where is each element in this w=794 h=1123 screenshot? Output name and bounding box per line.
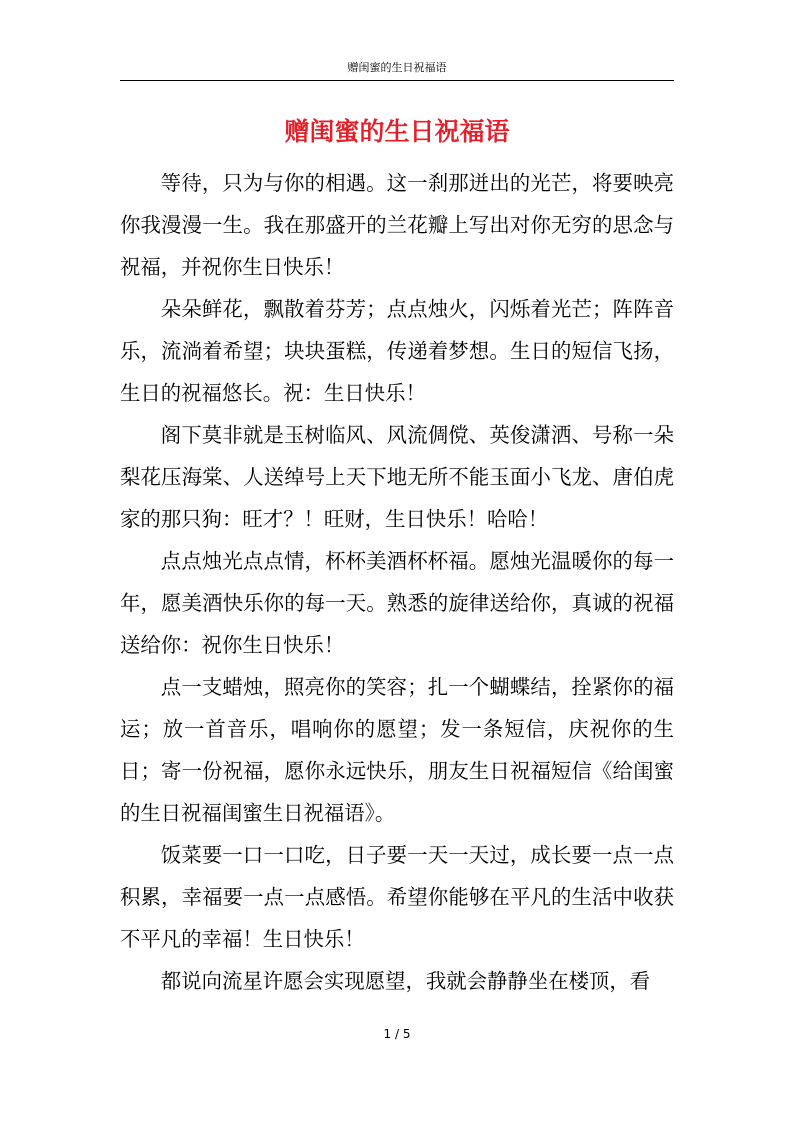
document-body	[120, 162, 674, 1002]
paragraph: 点一支蜡烛，照亮你的笑容；扎一个蝴蝶结，拴紧你的福运；放一首音乐，唱响你的愿望；发一条短信，庆祝你的生日；寄一份祝福，愿你永远快乐，朋友生日祝福短信《给闺蜜的生日祝福闺蜜生日祝福语》。	[120, 675, 674, 825]
paragraph: 朵朵鲜花，飘散着芬芳；点点烛火，闪烁着光芒；阵阵音乐，流淌着希望；块块蛋糕，传递着梦想。生日的短信飞扬，生日的祝福悠长。祝：生日快乐！	[120, 297, 674, 405]
document-title: 赠闺蜜的生日祝福语	[284, 117, 510, 146]
paragraph: 阁下莫非就是玉树临风、风流倜傥、英俊潇洒、号称一朵梨花压海棠、人送绰号上天下地无所不能玉面小飞龙、唐伯虎家的那只狗：旺才？！旺财，生日快乐！哈哈！	[120, 423, 674, 531]
paragraph: 点点烛光点点情，杯杯美酒杯杯福。愿烛光温暖你的每一年，愿美酒快乐你的每一天。熟悉的旋律送给你，真诚的祝福送给你：祝你生日快乐！	[120, 549, 674, 657]
page-number: 1 / 5	[383, 1027, 411, 1041]
header-divider	[120, 80, 674, 81]
paragraph: 饭菜要一口一口吃，日子要一天一天过，成长要一点一点积累，幸福要一点一点感悟。希望你能够在平凡的生活中收获不平凡的幸福！生日快乐！	[120, 843, 674, 951]
paragraph: 等待，只为与你的相遇。这一刹那迸出的光芒，将要映亮你我漫漫一生。我在那盛开的兰花瓣上写出对你无穷的思念与祝福，并祝你生日快乐！	[120, 171, 674, 279]
paragraph: 都说向流星许愿会实现愿望，我就会静静坐在楼顶，看	[160, 969, 651, 993]
running-header: 赠闺蜜的生日祝福语	[347, 61, 447, 74]
